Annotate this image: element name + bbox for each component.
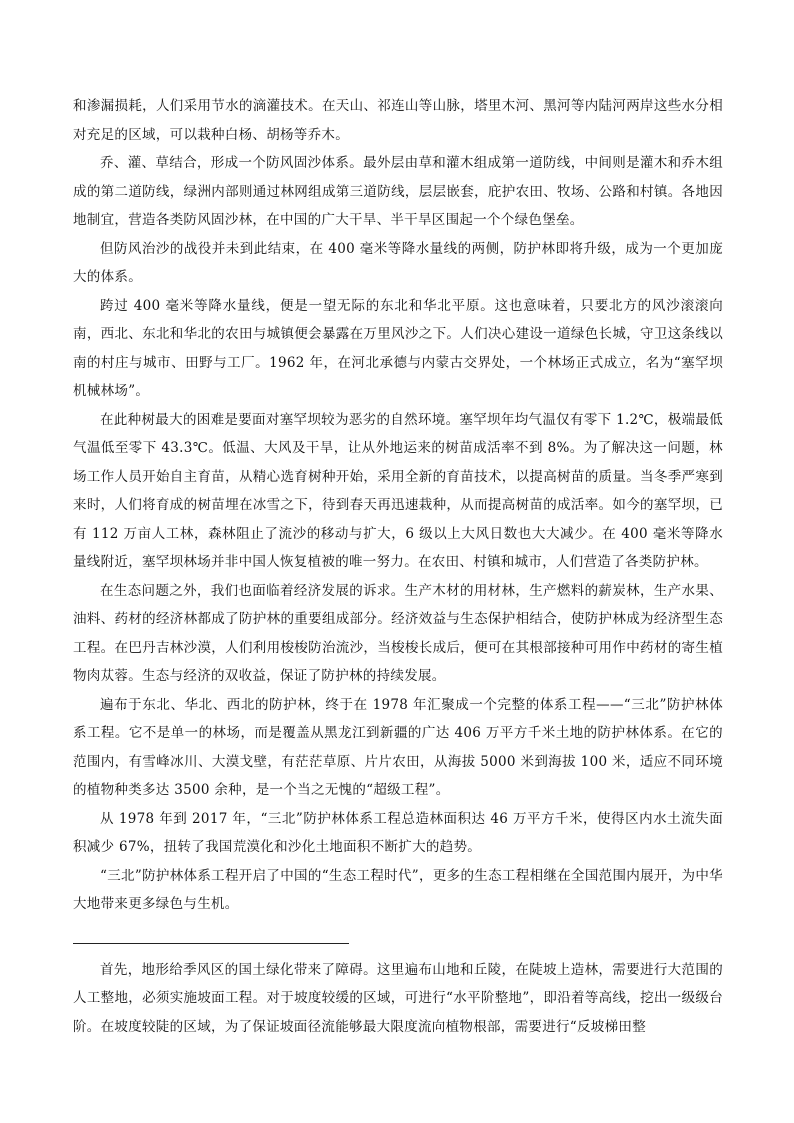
article-paragraph-1: 和渗漏损耗，人们采用节水的滴灌技术。在天山、祁连山等山脉，塔里木河、黑河等内陆河两岸这些水分相对充足的区域，可以栽种白杨、胡杨等乔木。 bbox=[73, 98, 723, 143]
article-paragraph-2: 乔、灌、草结合，形成一个防风固沙体系。最外层由草和灌木组成第一道防线，中间则是灌木和乔木组成的第二道防线，绿洲内部则通过林网组成第三道防线，层层嵌套，庇护农田、牧场、公路和村镇。各地因地制宜，营造各类防风固沙林，在中国的广大干旱、半干旱区围起一个个绿色堡垒。 bbox=[73, 155, 723, 228]
article-paragraph-8: 从 1978 年到 2017 年，“三北”防护林体系工程总造林面积达 46 万平方千米，使得区内水土流失面积减少 67%，扭转了我国荒漠化和沙化土地面积不断扩大的趋势。 bbox=[73, 810, 723, 855]
article-paragraph-7: 遍布于东北、华北、西北的防护林，终于在 1978 年汇聚成一个完整的体系工程——“三北”防护林体系工程。它不是单一的林场，而是覆盖从黑龙江到新疆的广达 406 万平方千米土地的防护林体系。在它的范围内，有雪峰冰川、大漠戈壁，有茫茫草原、片片农田，从海拔 5000 米到海拔 100 米，适应不同环境的植物种类多达 3500 余种，是一个当之无愧的“超级工程”。 bbox=[73, 696, 723, 798]
document-page bbox=[73, 92, 723, 1041]
article-paragraph-5: 在此种树最大的困难是要面对塞罕坝较为恶劣的自然环境。塞罕坝年均气温仅有零下 1.2℃，极端最低气温低至零下 43.3℃。低温、大风及干旱，让从外地运来的树苗成活率不到 8%。为了解决这一问题，林场工作人员开始自主育苗，从精心选育树种开始，采用全新的育苗技术，以提高树苗的质量。当冬季严寒到来时，人们将育成的树苗埋在冰雪之下，待到春天再迅速栽种，从而提高树苗的成活率。如今的塞罕坝，已有 112 万亩人工林，森林阻止了流沙的移动与扩大，6 级以上大风日数也大大减少。在 400 毫米等降水量线附近，塞罕坝林场并非中国人恢复植被的唯一努力。在农田、村镇和城市，人们营造了各类防护林。 bbox=[73, 411, 723, 570]
section-divider bbox=[73, 943, 349, 944]
article-paragraph-9: “三北”防护林体系工程开启了中国的“生态工程时代”，更多的生态工程相继在全国范围内展开，为中华大地带来更多绿色与生机。 bbox=[73, 867, 723, 912]
excerpt-paragraph: 首先，地形给季风区的国土绿化带来了障碍。这里遍布山地和丘陵，在陡坡上造林，需要进行大范围的人工整地，必须实施坡面工程。对于坡度较缓的区域，可进行“水平阶整地”，即沿着等高线，挖出一级级台阶。在坡度较陡的区域，为了保证坡面径流能够最大限度流向植物根部，需要进行“反坡梯田整 bbox=[73, 961, 723, 1035]
article-paragraph-3: 但防风治沙的战役并未到此结束，在 400 毫米等降水量线的两侧，防护林即将升级，成为一个更加庞大的体系。 bbox=[73, 240, 723, 285]
article-paragraph-6: 在生态问题之外，我们也面临着经济发展的诉求。生产木材的用材林，生产燃料的薪炭林，生产水果、油料、药材的经济林都成了防护林的重要组成部分。经济效益与生态保护相结合，使防护林成为经济型生态工程。在巴丹吉林沙漠，人们利用梭梭防治流沙，当梭梭长成后，便可在其根部接种可用作中药材的寄生植物肉苁蓉。生态与经济的双收益，保证了防护林的持续发展。 bbox=[73, 582, 723, 684]
article-paragraph-4: 跨过 400 毫米等降水量线，便是一望无际的东北和华北平原。这也意味着，只要北方的风沙滚滚向南，西北、东北和华北的农田与城镇便会暴露在万里风沙之下。人们决心建设一道绿色长城，守卫这条线以南的村庄与城市、田野与工厂。1962 年，在河北承德与内蒙古交界处，一个林场正式成立，名为“塞罕坝机械林场”。 bbox=[73, 297, 723, 399]
